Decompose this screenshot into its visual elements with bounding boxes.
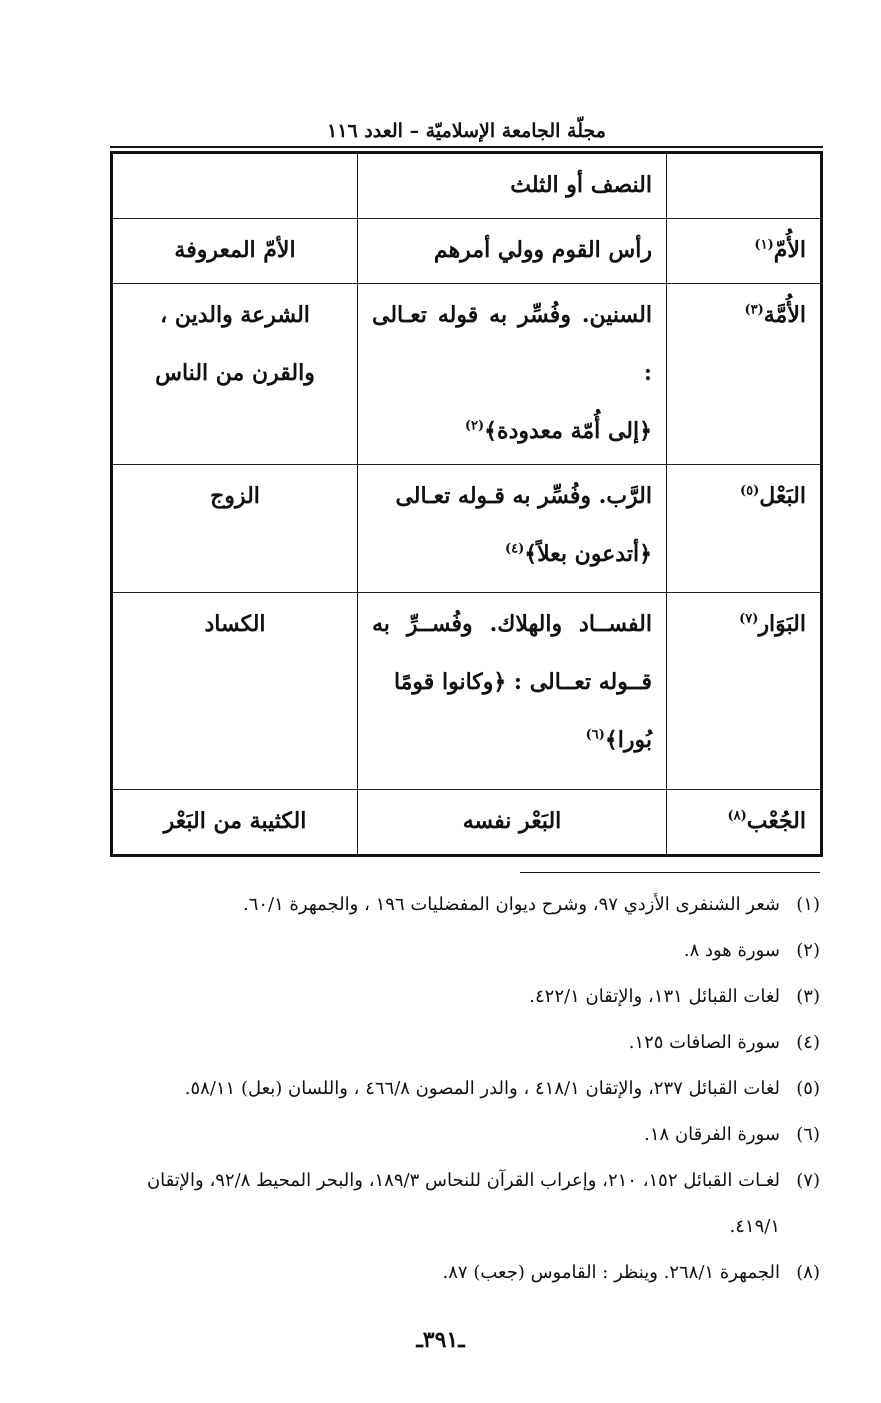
running-title: مجلّة الجامعة الإسلاميّة – العدد ١١٦ bbox=[327, 120, 606, 142]
footnote-number: (٦) bbox=[796, 1124, 820, 1145]
other-meaning-cell bbox=[112, 153, 358, 219]
footnote-number: (١) bbox=[796, 894, 820, 915]
word-cell bbox=[667, 790, 822, 856]
footnote-ref: (٤) bbox=[504, 541, 525, 557]
footnote-text: سورة الفرقان ١٨. bbox=[644, 1124, 780, 1145]
page-number: ـ٣٩١ـ bbox=[416, 1327, 465, 1353]
footnote-text: لغات القبائل ١٣١، والإتقان ٤٢٢/١. bbox=[529, 986, 780, 1007]
footnote bbox=[120, 1158, 820, 1250]
footnote bbox=[120, 1066, 820, 1112]
table-row bbox=[112, 465, 822, 593]
footnote-number: (٢) bbox=[796, 940, 820, 961]
meaning-cell bbox=[358, 593, 667, 790]
footnote bbox=[120, 882, 820, 928]
word-text: البَوَار bbox=[758, 611, 806, 637]
meaning-text: الرَّب. وفُسِّر به قـوله تعـالى bbox=[395, 483, 652, 509]
word-cell bbox=[667, 153, 822, 219]
footnote-ref: (٨) bbox=[727, 808, 747, 824]
meaning-cell bbox=[358, 284, 667, 465]
footnote-ref: (٥) bbox=[739, 483, 760, 499]
footnote-number: (٣) bbox=[796, 986, 820, 1007]
footnote-text: شعر الشنفرى الأزدي ٩٧، وشرح ديوان المفضليات ١٩٦ ، والجمهرة ٦٠/١. bbox=[242, 894, 780, 915]
word-cell bbox=[667, 219, 822, 284]
other-meaning-text: الكثيبة من البَعْر bbox=[163, 808, 307, 834]
other-meaning-text: الزوج bbox=[210, 483, 260, 509]
word-text: الأُمّ bbox=[773, 237, 806, 263]
word-cell bbox=[667, 593, 822, 790]
quran-quote: ﴿إلى أُمّة معدودة﴾$^{(٢)}$ bbox=[464, 418, 652, 444]
table-row bbox=[112, 153, 822, 219]
footnote-ref: (١) bbox=[754, 237, 774, 253]
quran-quote: بُورا﴾$^{(٦)}$ bbox=[585, 727, 652, 753]
other-meaning-cell bbox=[112, 465, 358, 593]
footnote-number: (٥) bbox=[796, 1078, 820, 1099]
footnote-number: (٤) bbox=[796, 1032, 820, 1053]
table-row bbox=[112, 593, 822, 790]
word-cell bbox=[667, 465, 822, 593]
word-text: الجُعْب bbox=[746, 808, 806, 834]
other-meaning-cell bbox=[112, 593, 358, 790]
footnote-text: لغات القبائل ٢٣٧، والإتقان ٤١٨/١ ، والدر المصون ٤٦٦/٨ ، واللسان (بعل) ٥٨/١١. bbox=[184, 1078, 780, 1099]
other-meaning-text: الكساد bbox=[204, 611, 266, 637]
footnote-text: سورة الصافات ١٢٥. bbox=[628, 1032, 780, 1053]
other-meaning-cell bbox=[112, 790, 358, 856]
word-text: الأُمَّة bbox=[763, 302, 806, 328]
word-cell bbox=[667, 284, 822, 465]
footnote-number: (٧) bbox=[796, 1170, 820, 1191]
footnotes-list bbox=[120, 882, 820, 1296]
meaning-cell bbox=[358, 219, 667, 284]
meaning-cell bbox=[358, 153, 667, 219]
footnote-ref: (٢) bbox=[464, 418, 485, 434]
footnote-ref: (٧) bbox=[739, 611, 759, 627]
other-meaning-cell bbox=[112, 219, 358, 284]
meaning-text: الفســاد والهلاك. وفُســرِّ به قــوله تعــالى : ﴿وكانوا قومًا bbox=[372, 611, 652, 695]
footnote-ref: (٦) bbox=[585, 727, 605, 743]
footnote bbox=[120, 1250, 820, 1296]
table-row bbox=[112, 790, 822, 856]
quran-quote: ﴿أتدعون بعلاً﴾$^{(٤)}$ bbox=[504, 541, 652, 567]
meaning-cell bbox=[358, 790, 667, 856]
footnote bbox=[120, 928, 820, 974]
footnote bbox=[120, 1112, 820, 1158]
other-meaning-text: الشرعة والدين ، والقرن من الناس bbox=[155, 302, 315, 386]
meaning-text: رأس القوم وولي أمرهم bbox=[433, 237, 652, 263]
table-row bbox=[112, 284, 822, 465]
footnote-ref: (٣) bbox=[744, 302, 764, 318]
other-meaning-text: الأمّ المعروفة bbox=[174, 237, 296, 263]
other-meaning-cell bbox=[112, 284, 358, 465]
footnote-number: (٨) bbox=[796, 1262, 820, 1283]
word-text: البَعْل bbox=[759, 483, 806, 509]
footnote-text: الجمهرة ٢٦٨/١. وينظر : القاموس (جعب) ٨٧. bbox=[442, 1262, 780, 1283]
footnote bbox=[120, 1020, 820, 1066]
footnote-text: لغـات القبائل ١٥٢، ٢١٠، وإعراب القرآن للنحاس ١٨٩/٣، والبحر المحيط ٩٢/٨، والإتقان ٤١٩/١. bbox=[146, 1170, 780, 1237]
footnote-separator bbox=[520, 872, 820, 873]
meaning-text: السنين. وفُسِّر به قوله تعـالى : bbox=[372, 302, 652, 386]
table-row bbox=[112, 219, 822, 284]
meaning-text: البَعْر نفسه bbox=[462, 808, 562, 834]
footnote bbox=[120, 974, 820, 1020]
meaning-cell bbox=[358, 465, 667, 593]
footnote-text: سورة هود ٨. bbox=[683, 940, 780, 961]
header-rule bbox=[110, 146, 823, 148]
lexicon-table bbox=[110, 151, 823, 857]
meaning-text: النصف أو الثلث bbox=[510, 172, 652, 198]
